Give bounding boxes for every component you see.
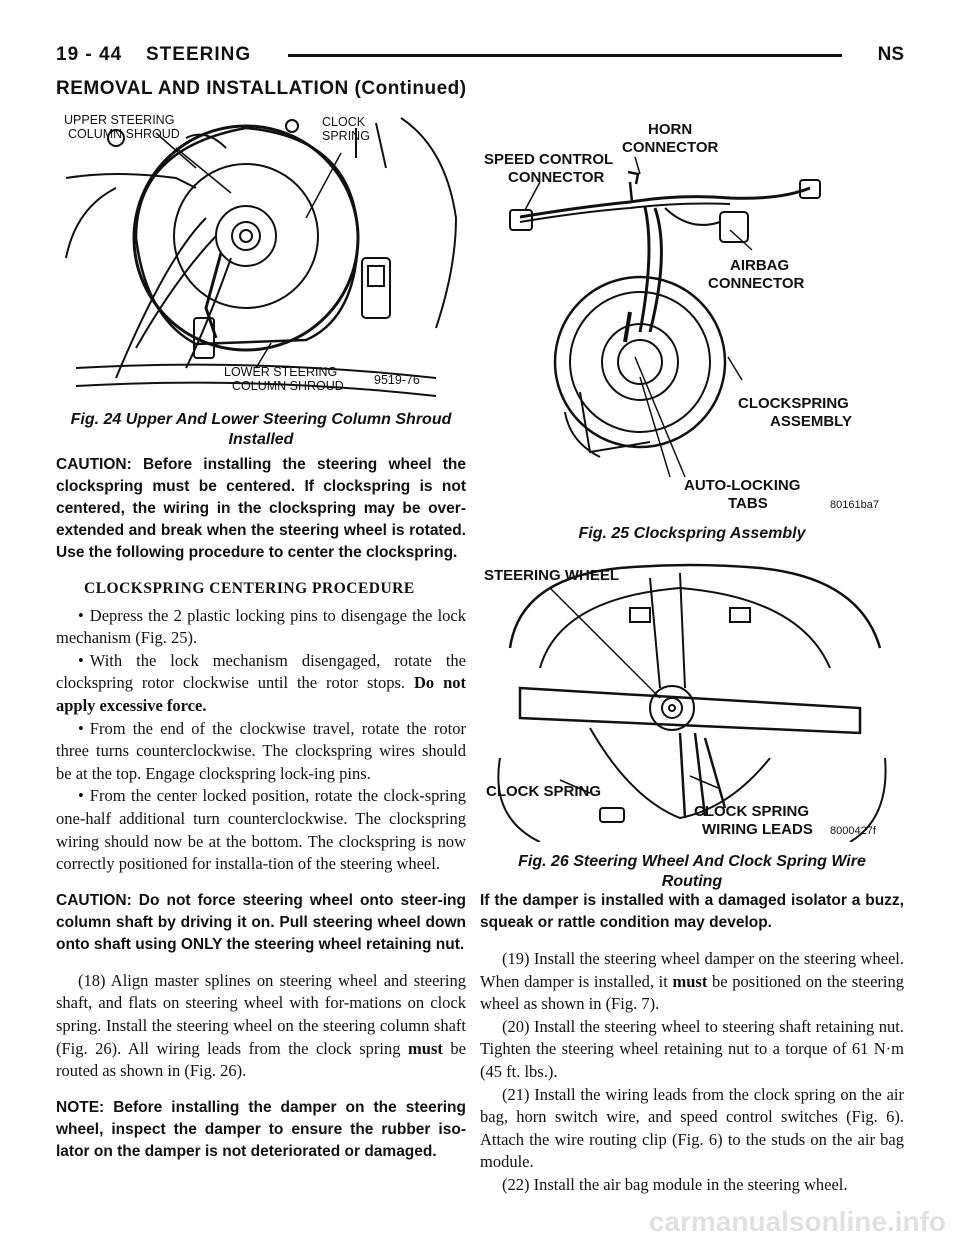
model-code: NS [877,44,904,65]
caution-force: CAUTION: Do not force steering wheel onto steer-ing column shaft by driving it on. Pull steering wheel down onto shaft using ONLY the steering wheel retaining nut. [56,891,466,953]
label-speed-control-2: CONNECTOR [508,169,605,186]
label-horn-connector-1: HORN [648,121,693,138]
page-header [56,44,904,70]
warning-isolator: If the damper is installed with a damaged isolator a buzz, squeak or rattle condition may develop. [480,892,904,931]
label-wiring-leads-1: CLOCK SPRING [694,803,810,820]
label-clock-spring-2: SPRING [322,129,370,143]
step-21: (21) Install the wiring leads from the clock spring on the air bag, horn switch wire, and speed control switches (Fig. 6). Attach the wire routing clip (Fig. 6) to the studs on the air bag module. [480,1084,904,1172]
bullet-dot: • [78,786,84,806]
label-clockspring-assembly-1: CLOCKSPRING [738,395,849,412]
label-auto-locking-tabs-2: TABS [728,495,768,512]
label-wiring-leads-2: WIRING LEADS [702,821,813,838]
figure-24-caption [56,410,466,450]
figure-26-caption-line-2: Routing [661,873,723,890]
step-19: (19) Install the steering wheel damper on the steering wheel. When damper is installed, it must be positioned on the steering wheel as shown in (Fig. 7). [480,949,905,1014]
figure-24-caption-line-2: Installed [228,431,294,448]
bullet-item: • Depress the 2 plastic locking pins to disengage the lock mechanism (Fig. 25). [56,605,466,648]
label-speed-control-1: SPEED CONTROL [484,151,614,168]
figure-25-caption: Fig. 25 Clockspring Assembly [578,525,806,542]
label-figure-code: 80161ba7 [830,499,879,511]
step-20: (20) Install the steering wheel to steering shaft retaining nut. Tighten the steering wheel retaining nut to a torque of 61 N·m (45 ft. lbs.). [480,1016,904,1081]
header-rule [288,54,842,57]
right-column [480,890,904,1197]
figure-24-caption-line-1: Fig. 24 Upper And Lower Steering Column Shroud [70,411,452,428]
label-upper-shroud-1: UPPER STEERING [64,113,175,127]
watermark: carmanualsonline.info [648,1206,946,1237]
caution-centering: CAUTION: Before installing the steering wheel the clockspring must be centered. If clockspring is not centered, the wiring in the clockspring may be over-extended and break when the steering wheel is rotated. Use the following procedure to center the clockspring. [56,456,466,561]
figure-26-caption-line-1: Fig. 26 Steering Wheel And Clock Spring Wire [518,853,866,870]
bullet-dot: • [78,718,84,738]
label-steering-wheel: STEERING WHEEL [484,567,620,584]
page-subtitle: REMOVAL AND INSTALLATION (Continued) [56,78,467,99]
label-clock-spring: CLOCK SPRING [486,783,602,800]
procedure-heading: CLOCKSPRING CENTERING PROCEDURE [84,580,415,597]
section-title: STEERING [146,44,252,65]
figure-25-clockspring-assembly [480,112,900,520]
bullet-dot: • [78,605,84,625]
label-auto-locking-tabs-1: AUTO-LOCKING [684,477,801,494]
left-column [56,454,466,1163]
bullet-dot: • [78,650,84,670]
label-upper-shroud-2: COLUMN SHROUD [68,127,180,141]
step-18: (18) Align master splines on steering wheel and steering shaft, and flats on steering wheel with for-mations on clock spring. Install the steering wheel on the steering column shaft (Fig. 26). All wiring leads from the clock spring must be routed as shown in (Fig. 26). [56,970,466,1081]
label-airbag-connector-2: CONNECTOR [708,275,805,292]
figure-24-column-shroud [56,108,466,406]
note-damper: NOTE: Before installing the damper on the steering wheel, inspect the damper to ensure the rubber iso-lator on the damper is not deteriorated or damaged. [56,1098,466,1160]
bullet-item: • From the end of the clockwise travel, rotate the rotor three turns counterclockwise. The clockspring wires should be at the top. Engage clockspring lock-ing pins. [56,718,466,783]
label-figure-code: 9519-76 [374,373,420,387]
label-clock-spring-1: CLOCK [322,115,366,129]
label-lower-shroud-1: LOWER STEERING [224,365,338,379]
bullet-item: • With the lock mechanism disengaged, rotate the clockspring rotor clockwise until the rotor stops. Do not apply excessive force. [56,650,466,715]
label-horn-connector-2: CONNECTOR [622,139,719,156]
page-number: 19 - 44 [56,44,123,65]
step-22: (22) Install the air bag module in the steering wheel. [502,1174,848,1194]
label-airbag-connector-1: AIRBAG [730,257,790,274]
bullet-item: • From the center locked position, rotate the clock-spring one-half additional turn counterclockwise. The clockspring wiring should now be at the bottom. The clockspring is now correctly positioned for installa-tion of the steering wheel. [56,786,466,874]
figure-26-caption [480,852,904,892]
figure-26-wheel-routing [480,558,900,842]
label-lower-shroud-2: COLUMN SHROUD [232,379,344,393]
label-clockspring-assembly-2: ASSEMBLY [770,413,852,430]
label-figure-code: 8000427f [830,825,876,837]
